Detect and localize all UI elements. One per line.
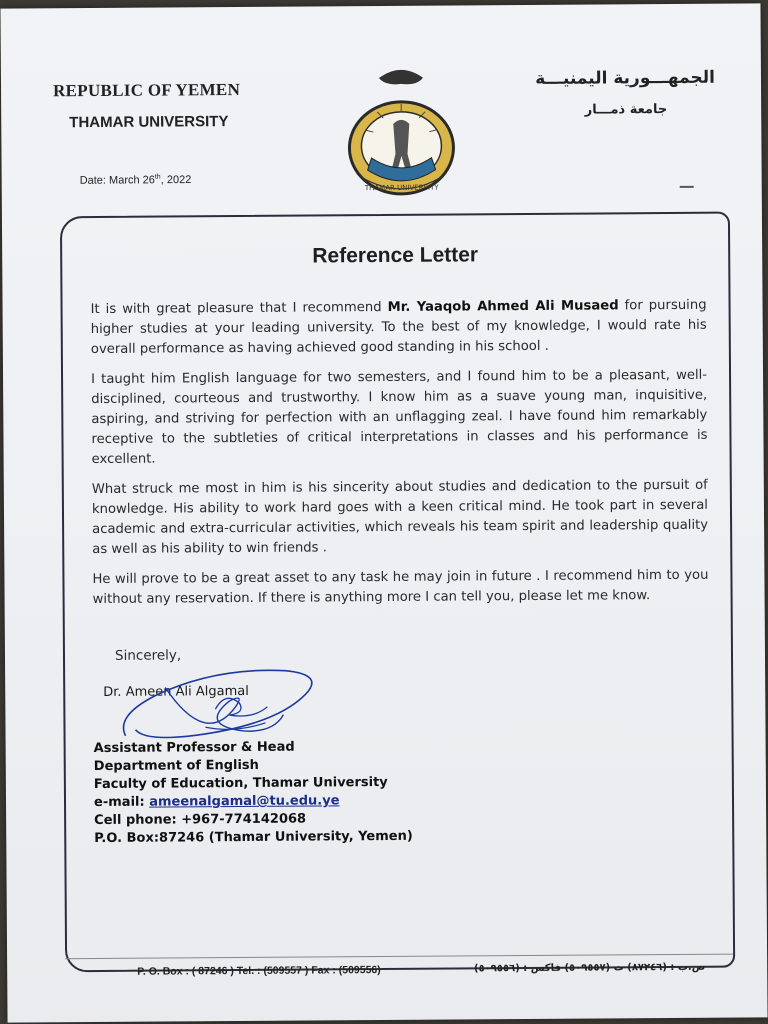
header-arabic-university: جامعة ذمـــار <box>584 102 668 118</box>
letter-paper <box>0 3 767 1022</box>
student-name: Mr. Yaaqob Ahmed Ali Musaed <box>387 298 619 315</box>
signer-phone: Cell phone: +967-774142068 <box>94 811 307 829</box>
footer-contact-arabic: ص.ب : (٨٧٢٤٦) ت (٥٠٩٥٥٧) فاكس : (٥٠٩٥٥٦) <box>473 961 706 975</box>
signer-pobox: P.O. Box:87246 (Thamar University, Yemen) <box>94 828 413 847</box>
header-republic: REPUBLIC OF YEMEN <box>52 79 241 101</box>
signer-faculty: Faculty of Education, Thamar University <box>93 774 388 793</box>
header-arabic-republic: الجمهـــورية اليمنيـــة <box>535 67 716 89</box>
closing-salutation: Sincerely, <box>114 647 182 664</box>
letter-date: Date: March 26th, 2022 <box>79 173 192 187</box>
header-dash <box>680 186 694 188</box>
signer-position: Assistant Professor & Head <box>93 739 295 757</box>
svg-text:THAMAR UNIVERSITY: THAMAR UNIVERSITY <box>364 183 439 193</box>
email-link[interactable]: ameenalgamal@tu.edu.ye <box>149 793 340 810</box>
footer-contact-english: P. O. Box : ( 87246 ) Tel. : (509557 ) Fax : (509556) <box>137 964 381 978</box>
signer-department: Department of English <box>93 757 259 775</box>
signature-block <box>94 738 413 848</box>
signer-name: Dr. Ameen Ali Algamal <box>103 683 249 700</box>
paragraph-2: I taught him English language for two semesters, and I found him to be a pleasant, well-disciplined, courteous and trustworthy. I know him as a suave young man, inquisitive, aspiring, and striving for perfection with an unflagging zeal. I have found him remarkably receptive to the subtleties of critical interpretations in classes and his performance is excellent. <box>91 367 708 468</box>
letter-frame <box>60 212 735 973</box>
signer-email-line: e-mail: ameenalgamal@tu.edu.ye <box>93 793 340 811</box>
letter-title: Reference Letter <box>312 243 479 268</box>
university-seal-logo <box>337 59 466 202</box>
header-university: THAMAR UNIVERSITY <box>69 113 229 132</box>
paragraph-4: He will prove to be a great asset to any task he may join in future . I recommend him to you without any reservation. If there is anything more I can tell you, please let me know. <box>92 567 709 608</box>
paragraph-1: It is with great pleasure that I recommend Mr. Yaaqob Ahmed Ali Musaed for pursuing higher studies at your leading university. To the best of my knowledge, I would rate his overall performance as having achieved good standing in his school . <box>90 297 707 358</box>
paragraph-3: What struck me most in him is his sincerity about studies and dedication to the pursuit of knowledge. His ability to work hard goes with a keen critical mind. He took part in several academic and extra-curricular activities, which reveals his team spirit and leadership quality as well as his ability to win friends . <box>91 477 709 558</box>
